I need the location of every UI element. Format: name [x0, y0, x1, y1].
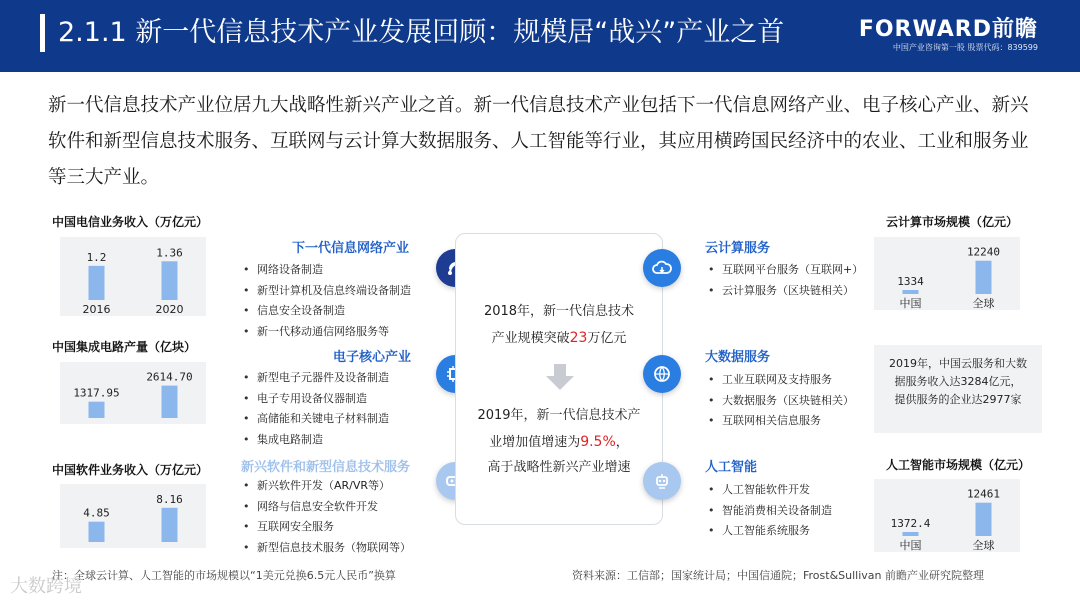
chart-ai-market — [874, 479, 1020, 552]
category-label: 中国 — [899, 297, 922, 310]
note-line: 提供服务的企业达2977家 — [894, 393, 1022, 406]
section-title-network: 下一代信息网络产业 — [292, 241, 410, 256]
robot-icon — [643, 462, 681, 500]
bar — [903, 532, 919, 536]
chart-software-revenue — [60, 484, 206, 548]
bar-value-label: 4.85 — [83, 506, 110, 520]
chart-svg — [60, 237, 206, 316]
bar-value-label: 12461 — [966, 487, 1001, 501]
list-item: • 人工智能软件开发 — [708, 480, 832, 501]
section-title-ai: 人工智能 — [705, 460, 758, 475]
bar — [976, 503, 992, 536]
chart-svg — [60, 484, 206, 548]
list-item: • 工业互联网及支持服务 — [708, 370, 854, 391]
chart-title-telecom: 中国电信业务收入（万亿元） — [52, 215, 209, 229]
summary-text: 产业规模突破 — [491, 331, 570, 346]
chart-telecom-revenue — [60, 237, 206, 316]
list-item: • 网络设备制造 — [243, 260, 411, 281]
list-item: • 人工智能系统服务 — [708, 521, 832, 542]
list-item: • 互联网安全服务 — [243, 517, 411, 538]
bar-value-label: 1372.4 — [890, 517, 931, 530]
bar — [89, 522, 105, 542]
down-arrow-icon — [546, 364, 574, 390]
bar — [162, 261, 178, 300]
list-item: • 电子专用设备仪器制造 — [243, 389, 389, 410]
summary-line: 2018年，新一代信息技术 — [483, 304, 635, 319]
section-list-software — [243, 476, 411, 558]
category-label: 中国 — [899, 539, 922, 552]
section-list-ai — [708, 480, 832, 542]
summary-line: 2019年，新一代信息技术产 — [477, 408, 641, 423]
bar-value-label: 8.16 — [156, 492, 183, 506]
chart-svg — [60, 362, 206, 424]
highlight-number: 23 — [569, 330, 588, 346]
category-label: 全球 — [972, 297, 995, 310]
summary-text: 万亿元 — [587, 331, 627, 346]
chart-svg — [874, 479, 1020, 552]
chart-title-software: 中国软件业务收入（万亿元） — [52, 463, 209, 477]
bar — [976, 261, 992, 294]
list-item: • 信息安全设备制造 — [243, 301, 411, 322]
bar-value-label: 1317.95 — [73, 386, 120, 400]
summary-line — [456, 326, 662, 351]
watermark-text: 大数跨境 — [10, 576, 82, 597]
category-label: 2016 — [82, 303, 111, 316]
bar — [162, 386, 178, 418]
chart-cloud-market — [874, 237, 1020, 310]
footer-source: 资料来源：工信部；国家统计局；中国信通院；Frost&Sullivan 前瞻产业研究院整理 — [572, 569, 984, 582]
list-item: • 集成电路制造 — [243, 430, 389, 451]
bar-value-label: 1334 — [897, 275, 924, 288]
note-line: 2019年，中国云服务和大数 — [889, 357, 1027, 370]
bar — [89, 402, 105, 418]
list-item: • 新型信息技术服务（物联网等） — [243, 538, 411, 559]
bar — [162, 508, 178, 542]
list-item: • 新型计算机及信息终端设备制造 — [243, 281, 411, 302]
brand-subtitle: 中国产业咨询第一股 股票代码：839599 — [892, 43, 1038, 52]
chart-title-ic: 中国集成电路产量（亿块） — [52, 340, 197, 354]
summary-text: 业增加值增速为 — [489, 435, 581, 450]
header-accent-bar — [40, 14, 45, 52]
cloud-note-box — [874, 345, 1042, 433]
section-title-cloud: 云计算服务 — [705, 241, 771, 256]
section-title-software: 新兴软件和新型信息技术服务 — [241, 460, 411, 475]
bar-value-label: 2614.70 — [146, 370, 193, 384]
list-item: • 智能消费相关设备制造 — [708, 501, 832, 522]
page-title: 2.1.1 新一代信息技术产业发展回顾：规模居“战兴”产业之首 — [58, 17, 785, 48]
intro-paragraph: 新一代信息技术产业位居九大战略性新兴产业之首。新一代信息技术产业包括下一代信息网络产业、电子核心产业、新兴软件和新型信息技术服务、互联网与云计算大数据服务、人工智能等行业，其应用横跨国民经济中的农业、工业和服务业等三大产业。 — [48, 95, 1029, 188]
cloud-icon — [643, 249, 681, 287]
brand-logo: FORWARD前瞻 — [858, 17, 1038, 42]
chart-ic-output — [60, 362, 206, 424]
list-item: • 云计算服务（区块链相关） — [708, 281, 863, 302]
bar-value-label: 1.2 — [86, 250, 107, 264]
bar — [89, 266, 105, 300]
center-summary-box — [455, 233, 663, 525]
list-item: • 新型电子元器件及设备制造 — [243, 368, 389, 389]
chart-svg — [874, 237, 1020, 310]
summary-line: 高于战略性新兴产业增速 — [487, 460, 631, 475]
category-label: 全球 — [972, 539, 995, 552]
summary-text: ， — [615, 435, 629, 450]
bar-value-label: 12240 — [966, 245, 1001, 259]
section-list-cloud — [708, 260, 863, 301]
bar — [903, 290, 919, 294]
summary-line — [456, 430, 662, 455]
list-item: • 网络与信息安全软件开发 — [243, 497, 411, 518]
section-list-bigdata — [708, 370, 854, 432]
category-label: 2020 — [155, 303, 184, 316]
bar-value-label: 1.36 — [156, 246, 183, 260]
chart-title-ai: 人工智能市场规模（亿元） — [886, 458, 1031, 472]
chart-title-cloud: 云计算市场规模（亿元） — [886, 215, 1019, 229]
list-item: • 新一代移动通信网络服务等 — [243, 322, 411, 343]
section-list-electronics — [243, 368, 389, 450]
list-item: • 互联网相关信息服务 — [708, 411, 854, 432]
globe-icon — [643, 355, 681, 393]
list-item: • 高储能和关键电子材料制造 — [243, 409, 389, 430]
list-item: • 互联网平台服务（互联网+） — [708, 260, 863, 281]
list-item: • 新兴软件开发（AR/VR等） — [243, 476, 411, 497]
footer-note: 注：全球云计算、人工智能的市场规模以“1美元兑换6.5元人民币”换算 — [52, 569, 396, 582]
header-bar — [0, 0, 1080, 72]
section-list-network — [243, 260, 411, 342]
highlight-number: 9.5% — [580, 434, 616, 450]
list-item: • 大数据服务（区块链相关） — [708, 391, 854, 412]
note-line: 据服务收入达3284亿元， — [894, 375, 1022, 388]
section-title-electronics: 电子核心产业 — [333, 350, 412, 365]
section-title-bigdata: 大数据服务 — [705, 350, 771, 365]
